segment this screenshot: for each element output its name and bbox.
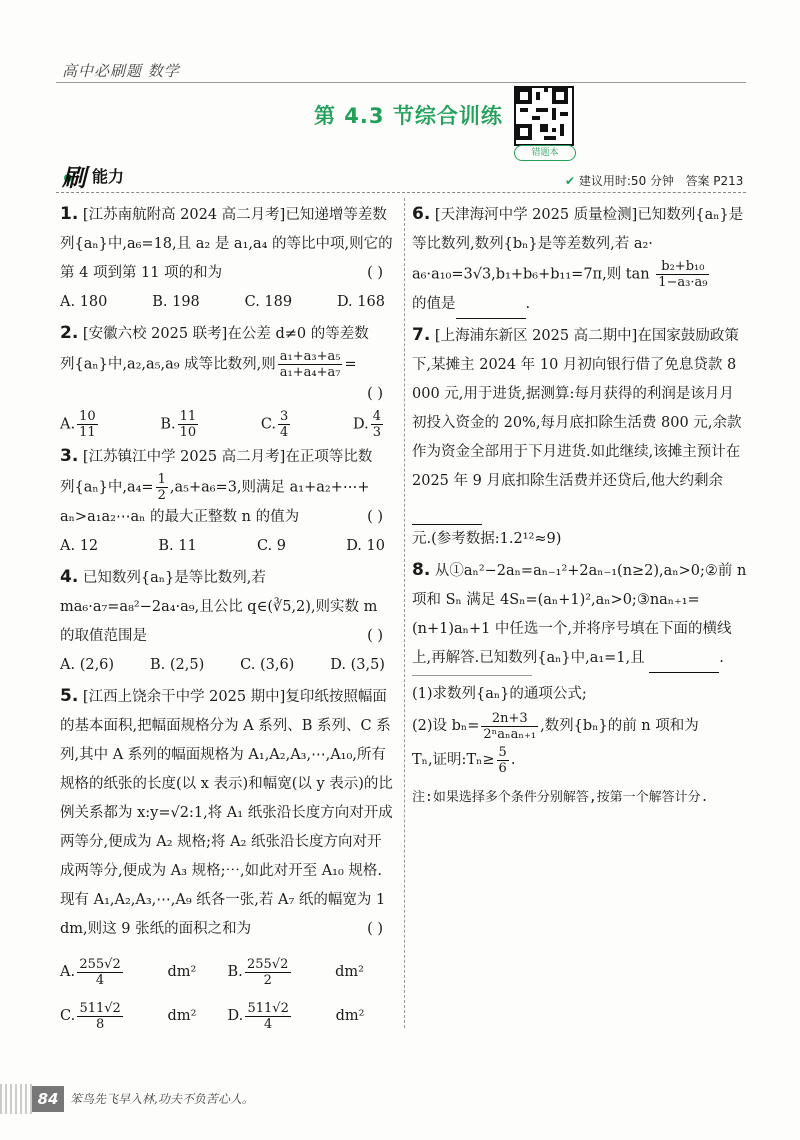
denominator: 4 bbox=[95, 972, 105, 988]
book-header: 高中必刷题 数学 bbox=[62, 62, 180, 80]
denominator: 2 bbox=[263, 972, 272, 988]
unit: dm² bbox=[167, 964, 197, 980]
denominator: 3 bbox=[372, 425, 381, 440]
suggest-time: 建议用时:50 分钟 bbox=[578, 174, 675, 188]
option-letter: D. bbox=[352, 416, 369, 433]
option-letter: B. bbox=[160, 416, 176, 433]
option-c[interactable]: C. 9 bbox=[256, 538, 286, 554]
question-text: 的值是 bbox=[412, 296, 456, 312]
question-text: [安徽六校 2025 联考]在公差 d≠0 的等差数 bbox=[82, 326, 369, 342]
question-number: 2. bbox=[60, 323, 79, 343]
question-text: [江苏南航附高 2024 高二月考]已知递增等差数列{aₙ}中,a₆=18,且 a₂ 是 a₁,a₄ 的等比中项,则它的第 4 项到第 11 项的和为 bbox=[60, 207, 393, 281]
section-divider bbox=[56, 192, 746, 193]
question-text: ,数列{bₙ}的前 n 项和为 bbox=[540, 718, 699, 734]
question-text: 已知数列{aₙ}是等比数列,若 ma₆·a₇=a₈²−2a₄·a₉,且公比 q∈(∛5,2),则实数 m 的取值范围是 bbox=[60, 570, 378, 644]
question-text: 元.(参考数据:1.2¹²≈9) bbox=[412, 531, 562, 547]
sub-question-1: (1)求数列{aₙ}的通项公式; bbox=[412, 686, 587, 702]
question-text: a₆·a₁₀=3√3,b₁+b₆+b₁₁=7π,则 tan bbox=[412, 266, 650, 283]
answer-ref: 答案 P213 bbox=[685, 174, 744, 188]
answer-blank[interactable] bbox=[456, 300, 526, 319]
header-divider bbox=[56, 82, 746, 83]
options bbox=[60, 409, 395, 440]
check-icon: ✔ bbox=[565, 174, 576, 188]
numerator: 2n+3 bbox=[481, 711, 538, 727]
question-number: 5. bbox=[60, 686, 79, 706]
numerator: 5 bbox=[498, 744, 507, 760]
numerator: a₁+a₃+a₅ bbox=[279, 349, 341, 364]
qr-code-icon[interactable] bbox=[514, 86, 574, 146]
question-text: Tₙ,证明:Tₙ≥ bbox=[412, 752, 495, 768]
unit: dm² bbox=[167, 1008, 197, 1024]
question-number: 4. bbox=[60, 567, 79, 587]
answer-paren: ( ) bbox=[367, 509, 383, 525]
fraction bbox=[656, 259, 709, 290]
badge-shua: 刷 bbox=[62, 164, 86, 192]
question-5 bbox=[60, 682, 395, 1038]
numerator: 255√2 bbox=[77, 957, 123, 973]
option-a[interactable] bbox=[60, 950, 228, 994]
unit: dm² bbox=[335, 1008, 365, 1024]
denominator: 4 bbox=[264, 1016, 273, 1032]
question-text: [上海浦东新区 2025 高二期中]在国家鼓励政策下,某摊主 2024 年 10 月初向银行借了免息贷款 8 000 元,用于进货,据测算:每月获得的利润是该月月初投入资金的 20%,每月底扣除生活费 800 元,余款作为资金全部用于下月进货.如此继续,该摊主预计在 2025 年 9 月底扣除生活费并还贷后,他大约剩余 bbox=[412, 328, 742, 489]
sub-question-2 bbox=[412, 709, 747, 777]
section-title: 第 4.3 节综合训练 bbox=[314, 104, 503, 128]
options bbox=[60, 288, 395, 317]
answer-paren: ( ) bbox=[367, 921, 383, 937]
fraction bbox=[278, 349, 343, 380]
option-b[interactable]: B. 11 bbox=[158, 538, 197, 554]
option-b[interactable]: B. 198 bbox=[152, 294, 200, 310]
option-c[interactable]: C. 189 bbox=[244, 294, 293, 310]
denominator: 1−a₃·a₉ bbox=[658, 275, 708, 290]
answer-paren: ( ) bbox=[367, 265, 383, 281]
question-text: [江西上饶余干中学 2025 期中]复印纸按照幅面的基本面积,把幅面规格分为 A 系列、B 系列、C 系列,其中 A 系列的幅面规格为 A₁,A₂,A₃,⋯,A₁₀,所有规格的纸张的长度(以 x 表示)和幅宽(以 y 表示)的比例关系都为 x:y=√2:1,将 A₁ 纸张沿长度方向对开成两等分,便成为 A₂ 规格;将 A₂ 纸张沿长度方向对开成两等分,便成为 A₃ 规格;⋯,如此对开至 A₁₀ 规格.现有 A₁,A₂,A₃,⋯,A₉ 纸各一张,若 A₇ 纸的幅宽为 1 dm,则这 9 张纸的面积之和为 bbox=[60, 689, 393, 937]
question-number: 3. bbox=[60, 446, 79, 466]
option-a[interactable]: A. 12 bbox=[60, 538, 99, 554]
option-d[interactable]: D. 10 bbox=[346, 538, 385, 554]
option-letter: D. bbox=[227, 1008, 244, 1024]
left-column bbox=[60, 200, 395, 1040]
question-number: 1. bbox=[60, 204, 79, 224]
options bbox=[60, 532, 395, 561]
option-a[interactable] bbox=[60, 409, 100, 440]
denominator: 6 bbox=[498, 760, 507, 776]
question-7 bbox=[412, 321, 747, 554]
divider bbox=[412, 675, 532, 676]
denominator: 2 bbox=[157, 488, 166, 503]
numerator: 1 bbox=[157, 472, 166, 487]
option-d[interactable] bbox=[353, 409, 385, 440]
question-3 bbox=[60, 442, 395, 561]
numerator: 10 bbox=[79, 409, 96, 424]
question-text: 从①aₙ²−2aₙ=aₙ₋₁²+2aₙ₋₁(n≥2),aₙ>0;②前 n 项和 Sₙ 满足 4Sₙ=(aₙ+1)²,aₙ>0;③naₙ₊₁=(n+1)aₙ+1 中任选一个,并将序号填在下面的横线上,再解答.已知数列{aₙ}中,a₁=1,且 bbox=[412, 563, 747, 666]
numerator: 511√2 bbox=[77, 1001, 123, 1017]
question-6 bbox=[412, 200, 747, 319]
question-text: ,a₅+a₆=3,则满足 a₁+a₂+⋯+ bbox=[169, 479, 370, 496]
denominator: 2ⁿaₙaₙ₊₁ bbox=[483, 726, 537, 742]
denominator: a₁+a₄+a₇ bbox=[279, 365, 341, 380]
footer-dots bbox=[0, 1084, 32, 1114]
numerator: 511√2 bbox=[245, 1001, 291, 1017]
question-1 bbox=[60, 200, 395, 317]
suggest-bar bbox=[565, 172, 743, 189]
option-c[interactable] bbox=[261, 409, 292, 440]
question-text: 列{aₙ}中,a₄= bbox=[60, 479, 154, 496]
note: 注:如果选择多个条件分别解答,按第一个解答计分. bbox=[412, 790, 709, 805]
numerator: 4 bbox=[372, 409, 381, 424]
question-2 bbox=[60, 319, 395, 440]
page-number: 84 bbox=[32, 1086, 64, 1112]
option-d[interactable]: D. 168 bbox=[336, 294, 385, 310]
badge-nengli: 能力 bbox=[92, 167, 125, 186]
right-column bbox=[412, 200, 747, 814]
option-b[interactable]: B. (2,5) bbox=[150, 657, 205, 673]
option-letter: C. bbox=[260, 416, 277, 433]
numerator: 3 bbox=[280, 409, 289, 424]
qr-label: 错题本 bbox=[514, 145, 576, 161]
answer-paren: ( ) bbox=[367, 386, 383, 402]
option-c[interactable]: C. (3,6) bbox=[240, 657, 295, 673]
question-8: 8. 从①aₙ²−2aₙ=aₙ₋₁²+2aₙ₋₁(n≥2),aₙ>0;②前 n 项和 Sₙ 满足 4Sₙ=(aₙ+1)²,aₙ>0;③naₙ₊₁=(n+1)aₙ+1 中任选一个,并将序号填在下面的横线上,再解答.已知数列{aₙ}中,a₁=1,且 . (1)求数列{aₙ}的通项公式; (2)设 bₙ= $\frac{2n+3}{\text{2ⁿaₙaₙ₊₁}}$ ,数列{bₙ}的前 n 项和为 Tₙ,证明:Tₙ≥ $\frac{5}{6}$ . 注:如果选择多个条件分别解答,按第一个解答计分. bbox=[412, 556, 747, 812]
option-b[interactable] bbox=[160, 409, 200, 440]
option-c[interactable] bbox=[60, 994, 228, 1038]
denominator: 4 bbox=[280, 425, 289, 440]
denominator: 8 bbox=[95, 1016, 105, 1032]
option-d[interactable] bbox=[228, 994, 396, 1038]
option-letter: B. bbox=[227, 964, 243, 980]
option-a[interactable]: A. (2,6) bbox=[60, 657, 115, 673]
answer-blank[interactable] bbox=[649, 654, 719, 673]
question-number: 6. bbox=[412, 204, 431, 224]
denominator: 10 bbox=[179, 425, 197, 440]
footer-motto: 笨鸟先飞早入林,功夫不负苦心人。 bbox=[70, 1092, 254, 1106]
fraction bbox=[156, 472, 168, 503]
option-letter: A. bbox=[60, 416, 76, 433]
numerator: 11 bbox=[179, 409, 197, 424]
option-b[interactable] bbox=[228, 950, 396, 994]
question-text: aₙ>a₁a₂⋯aₙ 的最大正整数 n 的值为 bbox=[60, 509, 300, 525]
answer-blank[interactable] bbox=[412, 506, 482, 525]
question-number: 7. bbox=[412, 325, 431, 345]
question-number: 8. bbox=[412, 560, 431, 580]
denominator: 11 bbox=[79, 425, 96, 440]
answer-paren: ( ) bbox=[367, 628, 383, 644]
period: . bbox=[525, 296, 531, 312]
question-4 bbox=[60, 563, 395, 680]
question-text: [江苏镇江中学 2025 高二月考]在正项等比数 bbox=[82, 449, 373, 465]
option-a[interactable]: A. 180 bbox=[60, 294, 108, 310]
option-letter: C. bbox=[60, 1008, 76, 1024]
unit: dm² bbox=[335, 964, 364, 980]
question-text: 列{aₙ}中,a₂,a₅,a₉ 成等比数列,则 bbox=[60, 356, 276, 373]
option-d[interactable]: D. (3,5) bbox=[330, 657, 385, 673]
question-text: [天津海河中学 2025 质量检测]已知数列{aₙ}是等比数列,数列{bₙ}是等差数列,若 a₂· bbox=[412, 207, 744, 252]
numerator: b₂+b₁₀ bbox=[656, 259, 709, 275]
period: . bbox=[510, 752, 516, 768]
column-divider bbox=[404, 198, 405, 1028]
options bbox=[60, 950, 395, 1038]
options bbox=[60, 651, 395, 680]
numerator: 255√2 bbox=[245, 957, 291, 973]
equals: = bbox=[344, 356, 357, 373]
question-text: (2)设 bₙ= bbox=[412, 718, 480, 734]
option-letter: A. bbox=[60, 964, 76, 980]
